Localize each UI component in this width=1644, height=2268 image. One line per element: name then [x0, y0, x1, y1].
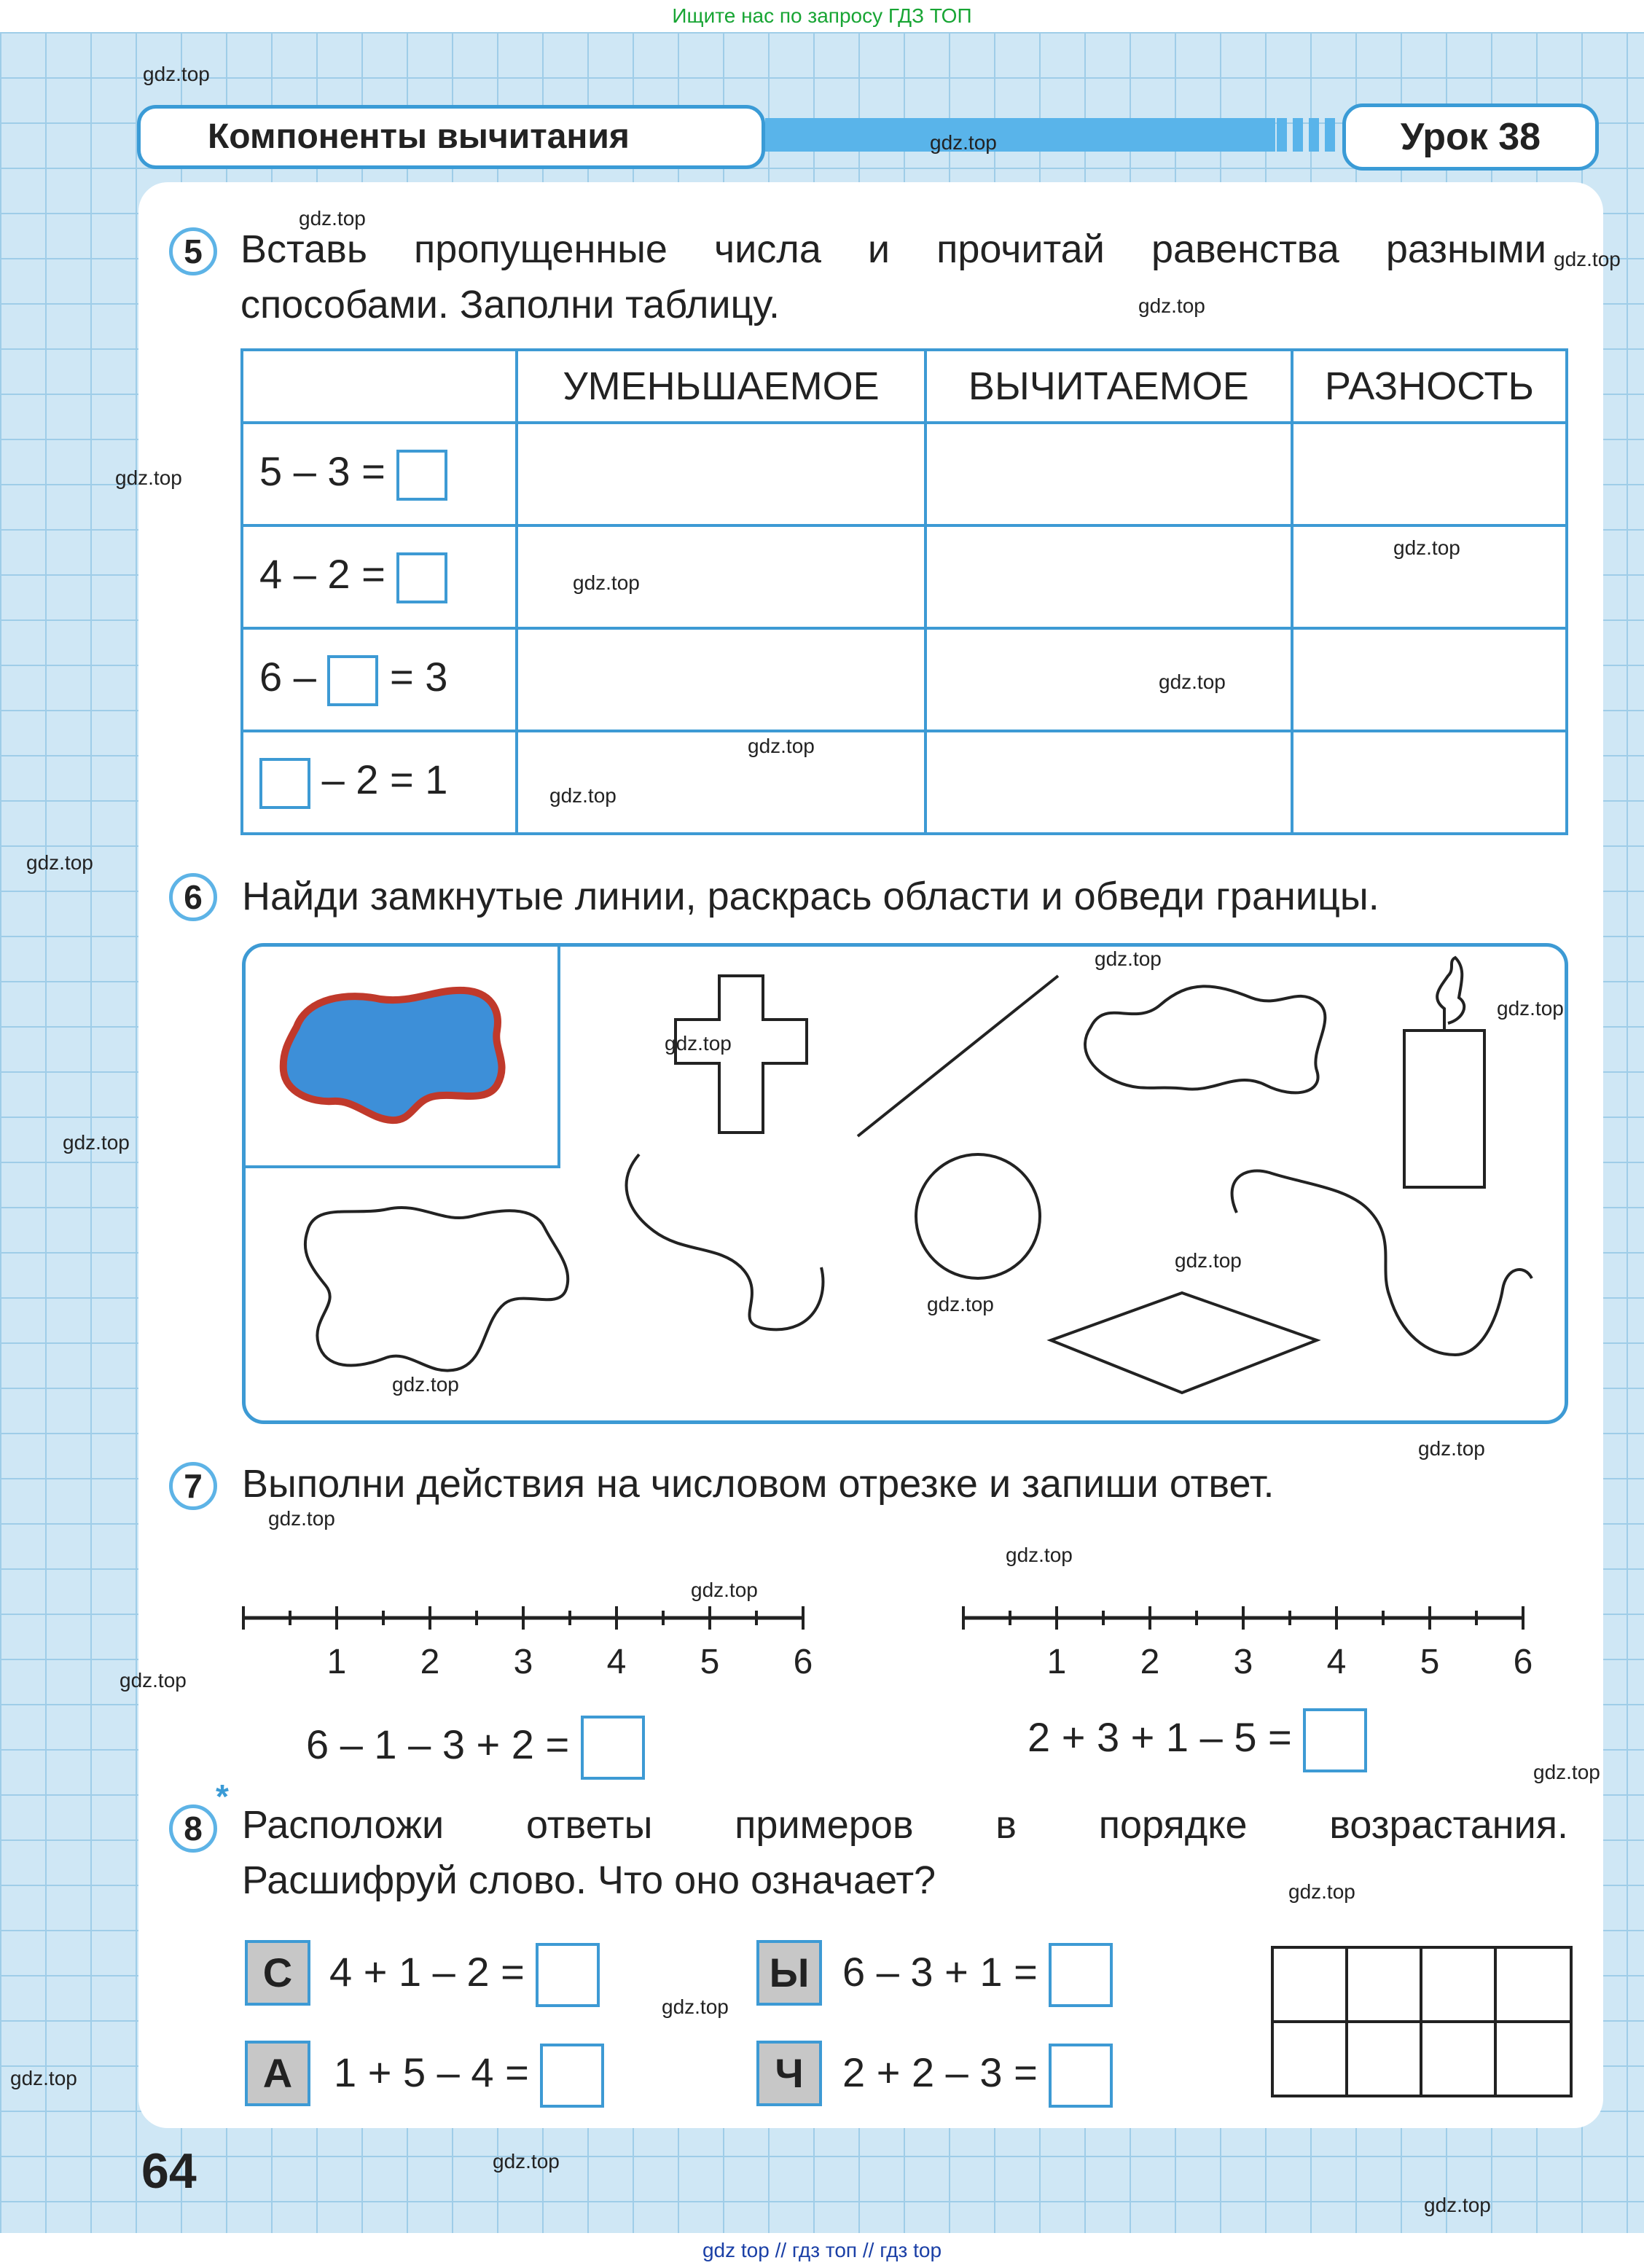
watermark: gdz.top [927, 1293, 994, 1315]
asterisk-mark: * [216, 1778, 229, 1815]
page-title: Компоненты вычитания [137, 105, 765, 169]
tick-label: 4 [606, 1643, 627, 1681]
expression-text: 6 – 1 – 3 + 2 = [306, 1721, 570, 1767]
letter-card-ch: Ч [756, 2041, 822, 2106]
equation-cell [242, 731, 517, 834]
watermark: gdz.top [549, 784, 616, 807]
watermark: gdz.top [392, 1373, 459, 1396]
table-header-empty [242, 350, 517, 423]
task8-expression-ch [842, 2044, 1113, 2108]
answer-box[interactable] [536, 1943, 600, 2007]
task6-text: Найди замкнутые линии, раскрась области и обведи границы. [242, 875, 1379, 918]
table-header-row [242, 350, 1567, 423]
candle-flame[interactable] [1437, 958, 1464, 1031]
tick-label: 1 [326, 1643, 347, 1681]
answer-box[interactable] [259, 758, 310, 809]
table-header-difference: РАЗНОСТЬ [1292, 350, 1567, 423]
answer-grid[interactable] [1271, 1946, 1577, 2099]
subtrahend-cell[interactable] [925, 423, 1292, 525]
components-table [240, 348, 1568, 835]
watermark: gdz.top [1418, 1437, 1485, 1460]
tick-label: 1 [1046, 1643, 1067, 1681]
task-number-8: 8 [169, 1804, 217, 1853]
subtrahend-cell[interactable] [925, 628, 1292, 731]
closed-squiggle[interactable] [305, 1208, 568, 1371]
bottom-banner[interactable]: gdz top // гдз топ // гдз top [0, 2233, 1644, 2268]
open-line[interactable] [858, 976, 1058, 1136]
task7-expression-1 [306, 1716, 645, 1780]
watermark: gdz.top [1095, 947, 1162, 970]
lesson-label: Урок 38 [1342, 103, 1599, 171]
watermark: gdz.top [748, 735, 815, 757]
watermark: gdz.top [573, 571, 640, 594]
tick-label: 2 [420, 1643, 440, 1681]
watermark: gdz.top [930, 131, 997, 154]
answer-box[interactable] [396, 552, 447, 603]
expression-text: 4 + 1 – 2 = [329, 1948, 525, 1995]
closed-wavy-blob[interactable] [1085, 986, 1325, 1092]
watermark: gdz.top [268, 1507, 335, 1530]
task-number-6: 6 [169, 873, 217, 921]
open-s-curve[interactable] [627, 1154, 823, 1329]
table-row [242, 628, 1567, 731]
task8-expression-y [842, 1943, 1113, 2007]
watermark: gdz.top [662, 1995, 729, 2018]
minuend-cell[interactable] [517, 423, 925, 525]
title-stripes [1277, 118, 1335, 152]
tick-label: 3 [513, 1643, 533, 1681]
table-row [242, 731, 1567, 834]
task5-text [240, 222, 1546, 332]
task5-text-line2: способами. Заполни таблицу. [240, 283, 780, 326]
task8-text [242, 1797, 1568, 1908]
answer-box[interactable] [581, 1716, 645, 1780]
task-number-5: 5 [169, 227, 217, 275]
shapes-canvas [246, 947, 1565, 1420]
watermark: gdz.top [1006, 1544, 1073, 1566]
equation-text: 4 – 2 = [259, 551, 385, 598]
expression-text: 1 + 5 – 4 = [334, 2049, 529, 2095]
task7-expression-2 [1028, 1708, 1367, 1772]
task7-text: Выполни действия на числовом отрезке и запиши ответ. [242, 1462, 1275, 1506]
candle-body[interactable] [1404, 1031, 1484, 1187]
watermark: gdz.top [1497, 997, 1564, 1020]
watermark: gdz.top [691, 1579, 758, 1601]
equation-text: 6 – [259, 654, 316, 700]
watermark: gdz.top [26, 851, 93, 874]
expression-text: 2 + 3 + 1 – 5 = [1028, 1713, 1292, 1760]
equation-cell [242, 525, 517, 628]
difference-cell[interactable] [1292, 731, 1567, 834]
circle-shape[interactable] [916, 1154, 1040, 1278]
difference-cell[interactable] [1292, 628, 1567, 731]
task5-text-line1: Вставь пропущенные числа и прочитай равенства разными [240, 227, 1546, 271]
minuend-cell[interactable] [517, 731, 925, 834]
watermark: gdz.top [1393, 536, 1460, 559]
table-header-minuend: УМЕНЬШАЕМОЕ [517, 350, 925, 423]
example-colored-blob [283, 990, 502, 1120]
expression-text: 2 + 2 – 3 = [842, 2049, 1038, 2095]
table-row [242, 423, 1567, 525]
watermark: gdz.top [493, 2150, 560, 2173]
answer-box[interactable] [1049, 1943, 1113, 2007]
title-bar [765, 118, 1275, 152]
tick-label: 4 [1326, 1643, 1347, 1681]
tick-label: 6 [793, 1643, 813, 1681]
shapes-frame [242, 943, 1568, 1424]
letter-card-y: Ы [756, 1940, 822, 2006]
watermark: gdz.top [63, 1131, 130, 1154]
answer-box[interactable] [396, 450, 447, 501]
equation-cell [242, 628, 517, 731]
top-banner[interactable]: Ищите нас по запросу ГДЗ ТОП [672, 4, 972, 27]
watermark: gdz.top [115, 466, 182, 489]
equation-cell [242, 423, 517, 525]
answer-box[interactable] [1049, 2044, 1113, 2108]
tick-label: 5 [700, 1643, 720, 1681]
watermark: gdz.top [10, 2067, 77, 2089]
number-lines [0, 1589, 1644, 1691]
answer-box[interactable] [540, 2044, 604, 2108]
task8-text-line2: Расшифруй слово. Что оно означает? [242, 1858, 936, 1902]
task8-expression-s [329, 1943, 600, 2007]
page-number: 64 [141, 2143, 197, 2199]
watermark: gdz.top [1554, 248, 1621, 270]
tick-label: 2 [1140, 1643, 1160, 1681]
watermark: gdz.top [1175, 1249, 1242, 1272]
tick-label: 3 [1233, 1643, 1253, 1681]
difference-cell[interactable] [1292, 423, 1567, 525]
equation-text-after: = 3 [389, 654, 448, 700]
table-header-subtrahend: ВЫЧИТАЕМОЕ [925, 350, 1292, 423]
subtrahend-cell[interactable] [925, 525, 1292, 628]
watermark: gdz.top [1138, 294, 1205, 317]
expression-text: 6 – 3 + 1 = [842, 1948, 1038, 1995]
watermark: gdz.top [1159, 670, 1226, 693]
subtrahend-cell[interactable] [925, 731, 1292, 834]
task-number-7: 7 [169, 1462, 217, 1510]
diamond-shape[interactable] [1051, 1293, 1317, 1393]
letter-card-s: С [245, 1940, 310, 2006]
equation-text-after: – 2 = 1 [321, 756, 448, 803]
answer-box[interactable] [327, 655, 378, 706]
tick-label: 6 [1513, 1643, 1533, 1681]
table-row [242, 525, 1567, 628]
watermark: gdz.top [120, 1669, 187, 1692]
watermark: gdz.top [143, 63, 210, 85]
answer-box[interactable] [1303, 1708, 1367, 1772]
equation-text: 5 – 3 = [259, 448, 385, 495]
watermark: gdz.top [1424, 2194, 1491, 2216]
watermark: gdz.top [1288, 1880, 1355, 1903]
tick-label: 5 [1420, 1643, 1440, 1681]
watermark: gdz.top [1533, 1761, 1600, 1783]
letter-card-a: А [245, 2041, 310, 2106]
minuend-cell[interactable] [517, 628, 925, 731]
watermark: gdz.top [299, 207, 366, 230]
watermark: gdz.top [665, 1032, 732, 1055]
task8-expression-a [334, 2044, 604, 2108]
task8-text-line1: Расположи ответы примеров в порядке возрастания. [242, 1803, 1568, 1847]
